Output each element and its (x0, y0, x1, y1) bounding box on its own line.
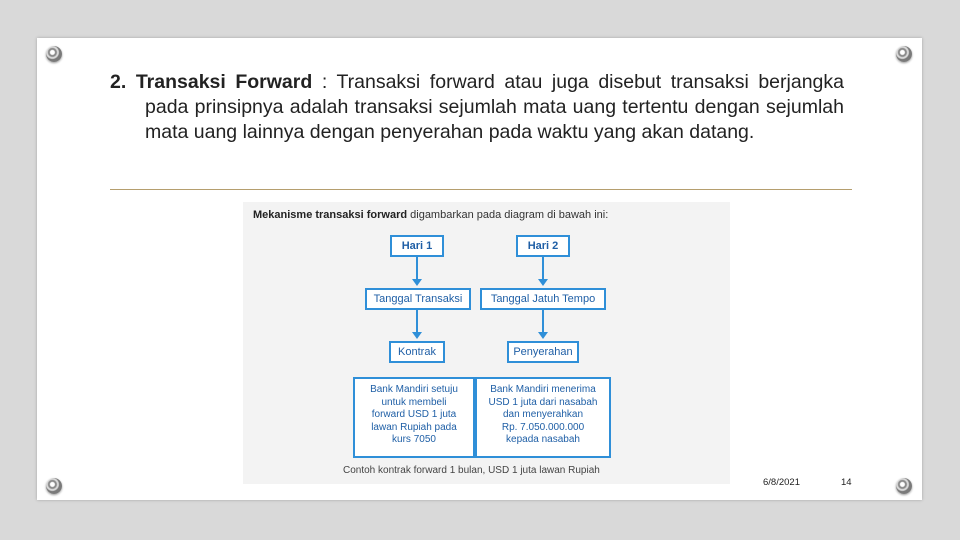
diagram-caption: Contoh kontrak forward 1 bulan, USD 1 juta lawan Rupiah (343, 465, 600, 476)
pin-icon (896, 46, 912, 62)
diagram-title-bold: Mekanisme transaksi forward (253, 209, 408, 221)
detail-line: untuk membeli (381, 396, 447, 408)
pin-icon (46, 46, 62, 62)
delivery-box: Penyerahan (507, 341, 579, 363)
arrow-line (542, 257, 544, 279)
detail-line: Rp. 7.050.000.000 (501, 421, 585, 433)
detail-line: kurs 7050 (392, 434, 436, 445)
detail-line: forward USD 1 juta (371, 409, 457, 420)
arrow-down-icon (538, 279, 548, 286)
section-body: : Transaksi forward atau juga disebut transaksi berjangka pada prinsipnya adalah transaksi sejumlah mata uang tertentu dengan sejumlah mata uang lainnya dengan penyerahan pada waktu yang akan datang. (145, 71, 844, 143)
detail-line: Bank Mandiri menerima (490, 384, 596, 395)
transaction-date-box: Tanggal Transaksi (365, 288, 471, 310)
diagram-title-rest: digambarkan pada diagram di bawah ini: (407, 209, 609, 221)
detail-line: lawan Rupiah pada (371, 421, 457, 433)
day-1-box: Hari 1 (390, 235, 444, 257)
detail-line: kepada nasabah (506, 434, 580, 445)
forward-mechanism-diagram (243, 202, 730, 484)
contract-box: Kontrak (389, 341, 445, 363)
pin-icon (896, 478, 912, 494)
detail-line: dan menyerahkan (502, 409, 584, 420)
arrow-down-icon (412, 332, 422, 339)
diagram-title (253, 209, 608, 221)
divider (110, 189, 852, 190)
arrow-down-icon (412, 279, 422, 286)
arrow-line (542, 310, 544, 332)
left-detail-box (353, 377, 475, 458)
arrow-line (416, 257, 418, 279)
arrow-line (416, 310, 418, 332)
section-heading: 2. Transaksi Forward (110, 71, 313, 93)
slide-text (110, 70, 844, 145)
arrow-down-icon (538, 332, 548, 339)
slide-number: 14 (841, 477, 852, 488)
detail-line: USD 1 juta dari nasabah (488, 396, 598, 408)
pin-icon (46, 478, 62, 494)
maturity-date-box: Tanggal Jatuh Tempo (480, 288, 606, 310)
day-2-box: Hari 2 (516, 235, 570, 257)
detail-line: Bank Mandiri setuju (370, 384, 458, 395)
right-detail-box (475, 377, 611, 458)
slide-date: 6/8/2021 (763, 477, 800, 488)
